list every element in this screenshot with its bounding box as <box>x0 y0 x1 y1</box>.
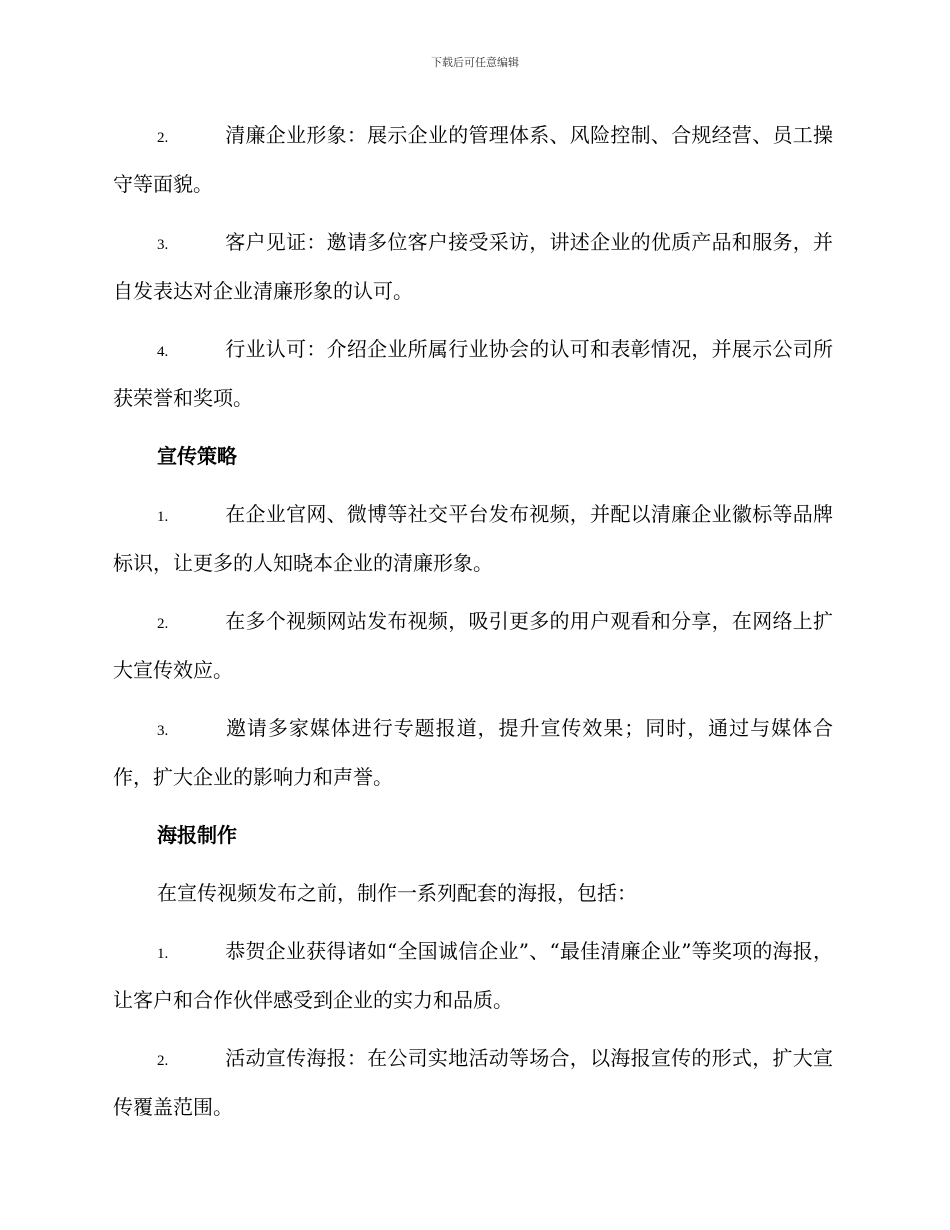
list-item <box>113 928 833 1023</box>
list-text: 在多个视频网站发布视频，吸引更多的用户观看和分享，在网络上扩大宣传效应。 <box>113 609 833 682</box>
section-heading-strategy: 宣传策略 <box>157 444 237 468</box>
list-item <box>113 326 833 421</box>
list-item <box>113 598 833 693</box>
list-number: 2. <box>157 1053 169 1069</box>
list-text: 在企业官网、微博等社交平台发布视频，并配以清廉企业徽标等品牌标识，让更多的人知晓本企业的清廉形象。 <box>113 502 833 575</box>
list-text: 清廉企业形象：展示企业的管理体系、风险控制、合规经营、员工操守等面貌。 <box>113 123 833 196</box>
list-number: 4. <box>157 344 169 360</box>
document-body <box>113 112 833 1142</box>
poster-intro-paragraph: 在宣传视频发布之前，制作一系列配套的海报，包括： <box>157 881 637 905</box>
list-number: 3. <box>157 237 169 253</box>
list-number: 3. <box>157 723 169 739</box>
list-text: 客户见证：邀请多位客户接受采访，讲述企业的优质产品和服务，并自发表达对企业清廉形象的认可。 <box>113 230 833 303</box>
list-text: 活动宣传海报：在公司实地活动等场合，以海报宣传的形式，扩大宣传覆盖范围。 <box>113 1046 833 1119</box>
list-number: 2. <box>157 616 169 632</box>
page-header: 下载后可任意编辑 <box>431 56 519 69</box>
list-item <box>113 491 833 586</box>
list-text: 邀请多家媒体进行专题报道，提升宣传效果；同时，通过与媒体合作，扩大企业的影响力和声誉。 <box>113 716 833 789</box>
list-number: 1. <box>157 509 169 525</box>
section-heading-poster: 海报制作 <box>157 823 237 847</box>
list-item <box>113 705 833 800</box>
list-text: 恭贺企业获得诸如“全国诚信企业”、“最佳清廉企业”等奖项的海报，让客户和合作伙伴感受到企业的实力和品质。 <box>113 939 833 1012</box>
list-item <box>113 1035 833 1130</box>
list-text: 行业认可：介绍企业所属行业协会的认可和表彰情况，并展示公司所获荣誉和奖项。 <box>113 337 833 410</box>
list-item <box>113 112 833 207</box>
list-number: 1. <box>157 946 169 962</box>
list-item <box>113 219 833 314</box>
list-number: 2. <box>157 130 169 146</box>
